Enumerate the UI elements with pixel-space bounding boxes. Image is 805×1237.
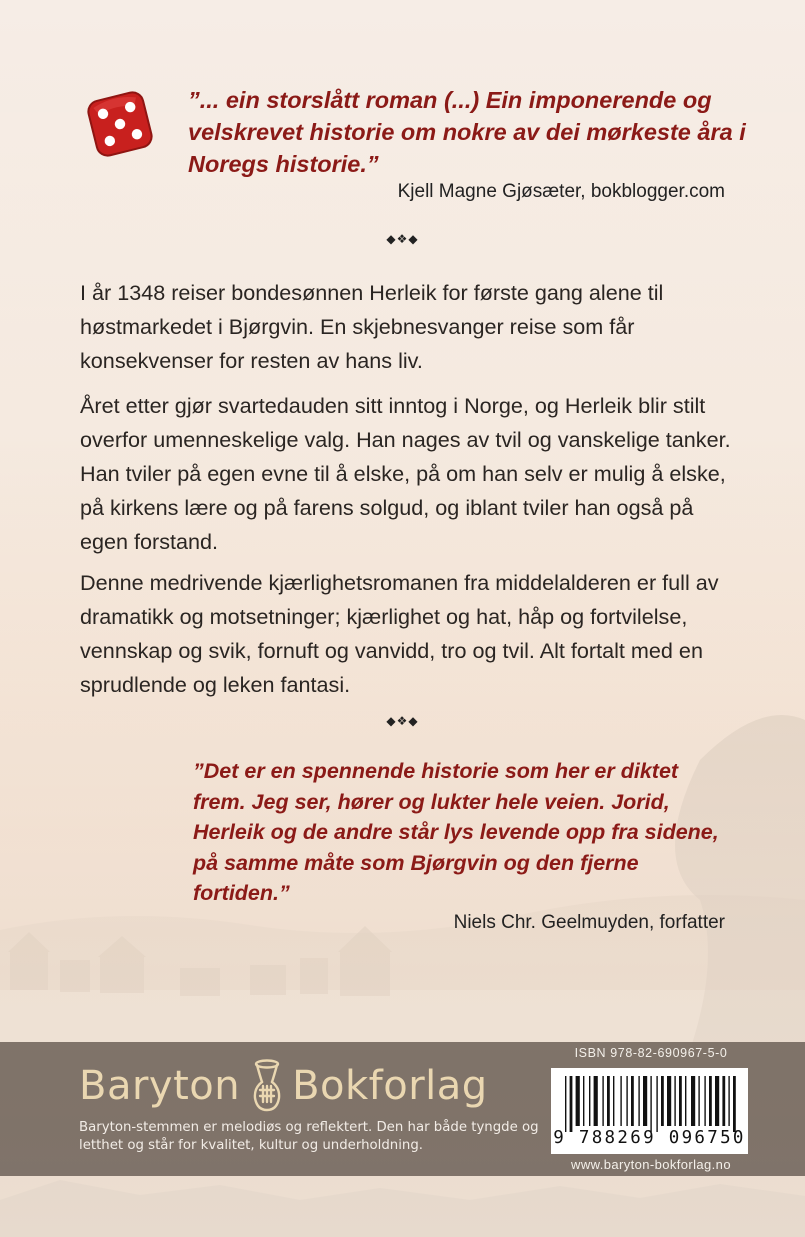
blurb-paragraph-1: I år 1348 reiser bondesønnen Herleik for første gang alene til høstmarkedet i Bjørgvin. En skjebnesvanger reise som får konsekvenser for resten av hans liv. xyxy=(80,280,664,373)
review-quote-bottom-attribution: Niels Chr. Geelmuyden, forfatter xyxy=(453,912,725,933)
barcode-bar xyxy=(667,1076,671,1126)
barcode-bar xyxy=(728,1076,729,1126)
barcode-bar xyxy=(638,1076,639,1126)
barcode-digits: 9 788269 096750 xyxy=(553,1128,746,1148)
barcode-bar xyxy=(650,1076,651,1132)
barcode-bar xyxy=(583,1076,584,1126)
barcode-bar xyxy=(607,1076,610,1126)
barcode-bar xyxy=(594,1076,598,1126)
publisher-website-link[interactable]: www.baryton-bokforlag.no xyxy=(571,1157,731,1172)
publisher-name-part2: Bokforlag xyxy=(292,1063,488,1109)
barcode-bar xyxy=(656,1076,657,1132)
barcode-bar xyxy=(679,1076,682,1126)
barcode-bar xyxy=(722,1076,725,1126)
barcode-bar xyxy=(715,1076,719,1126)
barcode-bar xyxy=(685,1076,686,1126)
barcode-bar xyxy=(589,1076,590,1126)
barcode-bar xyxy=(643,1076,647,1126)
publisher-tagline: Baryton-stemmen er melodiøs og reflektert. Den har både tyngde og letthet og står for kvalitet, kultur og underholdning. xyxy=(79,1120,539,1153)
publisher-name-part1: Baryton xyxy=(79,1063,241,1109)
publisher-logo xyxy=(79,1056,488,1116)
review-quote-bottom: ”Det er en spennende historie som her er diktet frem. Jeg ser, hører og lukter hele veien. Jorid, Herleik og de andre står lys levende opp fra sidene, på samme måte som Bjørgvin og den fjerne fortiden.” xyxy=(193,759,719,905)
barcode-bar xyxy=(698,1076,699,1126)
barcode-bar xyxy=(576,1076,580,1126)
barcode-bar xyxy=(570,1076,573,1132)
ornament-divider-top: ◆❖◆ xyxy=(386,232,419,246)
barcode-bar xyxy=(709,1076,712,1126)
review-quote-top-attribution: Kjell Magne Gjøsæter, bokblogger.com xyxy=(397,181,725,202)
tuba-icon xyxy=(248,1058,286,1114)
barcode-bar xyxy=(613,1076,614,1126)
ornament-divider-bottom: ◆❖◆ xyxy=(386,714,419,728)
barcode-bar xyxy=(661,1076,664,1126)
blurb-paragraph-2: Året etter gjør svartedauden sitt inntog i Norge, og Herleik blir stilt overfor umenneskelige valg. Han nages av tvil og vanskelige tanker. Han tviler på egen evne til å elske, på om han selv er mulig å elske, på kirkens lære og på farens solgud, og iblant tviler han også på egen forstand. xyxy=(80,393,731,554)
barcode-bar xyxy=(626,1076,627,1126)
barcode-bar xyxy=(631,1076,634,1126)
barcode-bar xyxy=(602,1076,603,1126)
barcode-bar xyxy=(733,1076,736,1132)
isbn-barcode xyxy=(551,1068,748,1154)
barcode-bar xyxy=(565,1076,566,1132)
review-quote-top: ”... ein storslått roman (...) Ein imponerende og velskrevet historie om nokre av dei mørkeste åra i Noregs historie.” xyxy=(188,87,746,177)
barcode-bar xyxy=(704,1076,705,1126)
barcode-bar xyxy=(620,1076,621,1126)
blurb-paragraph-3: Denne medrivende kjærlighetsromanen fra middelalderen er full av dramatikk og motsetninger; kjærlighet og hat, håp og fortvilelse, vennskap og svik, fornuft og vanvidd, tro og tvil. Alt fortalt med en sprudlende og leken fantasi. xyxy=(80,570,719,697)
isbn-label: ISBN 978-82-690967-5-0 xyxy=(574,1046,728,1060)
barcode-bar xyxy=(691,1076,695,1126)
dice-rating-icon xyxy=(84,88,156,160)
barcode-bar xyxy=(674,1076,675,1126)
